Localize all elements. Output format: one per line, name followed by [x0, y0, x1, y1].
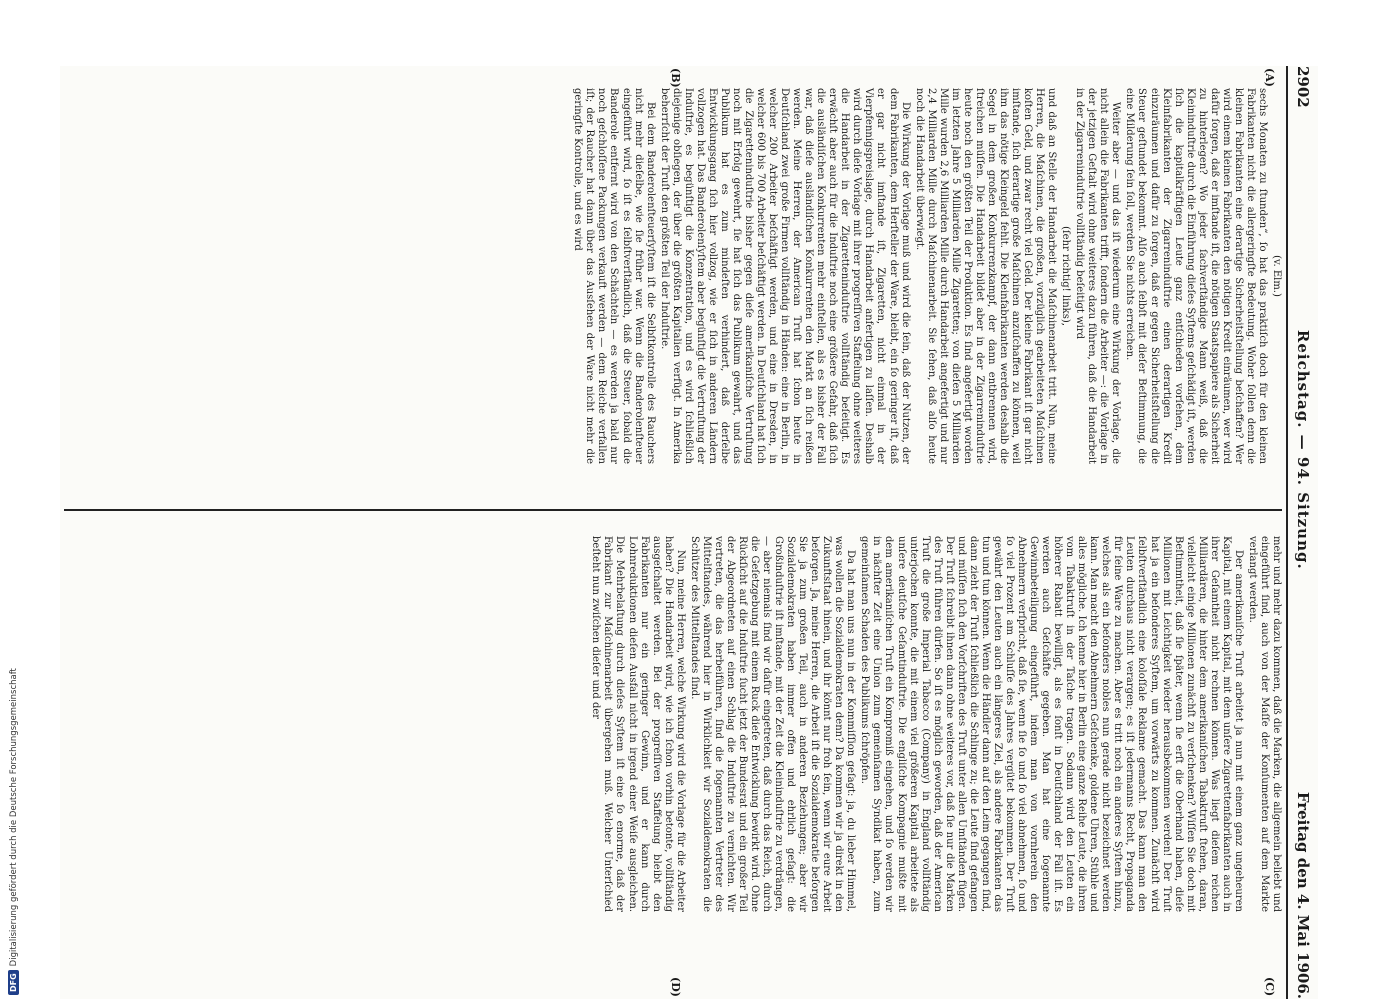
- right-column: [64, 514, 1282, 934]
- paragraph: Da hat man uns nun in der Kommiſſion geſagt: ja, du lieber Himmel, was wollen die Sozialdemokraten denn? Da kommen wir ja direkt in den Zukunftsſtaat hinein, und ihr könnt nur froh ſein, wenn wir eure Arbeit beſorgen. Ja, meine Herren, die Arbeit iſt die Sozialdemokratie beſorgen Sie ja zum großen Teil, auch in anderen Beziehungen; aber wir Sozialdemokraten haben immer offen und ehrlich geſagt: die Großinduſtrie iſt imſtande, mit der Zeit die Kleininduſtrie zu verdrängen, — aber niemals ſind wir dafür eingetreten, daß durch das Reich, durch die Geſetzgebung mit einem Ruck dieſe Entwicklung bewirkt wird. Ohne Rückſicht auf die Induſtrie ſucht jetzt der Bundesrat und ein großer Teil der Abgeordneten auf einen Schlag die Induſtrie zu vernichten. Wir vertreten, die das herbeiführen, ſind die ſogenannten Vertreter des Mittelſtandes, während hier in Wirklichkeit wir Sozialdemokraten die Schützer des Mittelſtandes ſind.: [688, 536, 857, 912]
- page-header: [1286, 66, 1318, 999]
- page-content: [60, 66, 1318, 999]
- paragraph: Weiter aber — und das iſt wiederum eine Wirkung der Vorlage, die nicht allein die Fabrikanten trifft, ſondern die Arbeiter —: die Vorlage in der jetzigen Geſtalt wird ohne weiteres dazu führen, daß die Handarbeit in der Zigarreninduſtrie vollſtändig beſeitigt wird: [1074, 88, 1122, 464]
- session-date: Freitag den 4. Mai 1906.: [1294, 791, 1312, 999]
- paragraph: und daß an Stelle der Handarbeit die Maſchinenarbeit tritt. Nun, meine Herren, die Maſchinen, die großen, vorzüglich gearbeiteten Maſchinen koſten Geld, und zwar recht viel Geld. Der kleine Fabrikant iſt gar nicht imſtande, ſich derartige große Maſchinen anzuſchaffen zu können, weil ihm das nötige Kleingeld fehlt. Die Kleinfabrikanten werden deshalb die Segel in dem großen Konkurrenzkampf, der dann entbrennen wird, ſtreichen müſſen. Die Handarbeit bildet aber in der Zigarreninduſtrie heute noch den größten Teil der Produktion. Es ſind angefertigt worden im letzten Jahre 5 Milliarden Mille Zigaretten; von dieſen 5 Milliarden Mille wurden 2,6 Milliarden Mille durch Handarbeit angefertigt und nur 2,4 Milliarden Mille durch Maſchinenarbeit. Sie ſehen, daß alſo heute noch die Handarbeit überwiegt.: [913, 88, 1058, 464]
- digitization-credit: [8, 668, 19, 995]
- paragraph: Nun, meine Herren, welche Wirkung wird die Vorlage für die Arbeiter haben? Die Handarbeit wird, wie ich ſchon vorhin betonte, vollſtändig ausgeſchaltet werden. Bei der progreſſiven Staffelung bleibt den Fabrikanten nur ein geringer Gewinn, und er kann durch Lohnreduktionen dieſen Ausfall nicht in irgend einer Weiſe ausgleichen. Die Mehrbelaſtung durch dieſes Syſtem iſt eine ſo enorme, daß der Fabrikant zur Maſchinenarbeit übergehen muß. Welcher Unterſchied beſteht nun zwiſchen dieſer und der: [590, 536, 686, 912]
- margin-marker-b: (B): [669, 68, 682, 88]
- column-divider: [64, 509, 1282, 511]
- paragraph: Der amerikaniſche Truſt arbeitet ja nun mit einem ganz ungeheuren Kapital, mit einem Kapital, mit dem unſere Zigarettenfabrikanten auch in ihrer Geſamtheit nicht rechnen können. Was liegt dieſem reichen Milliardären, die hinter dem amerikaniſchen Tabaktruſt ſtehen, daran, vielleicht einige Millionen zunächſt zu verſchenken? Wiſſen Sie doch mit Beſtimmtheit, daß ſie ſpäter, wenn ſie erſt die Oberhand haben, dieſe Millionen mit Leichtigkeit wieder herausbekommen werden! Der Truſt hat ja ein beſonderes Syſtem, um vorwärts zu kommen. Zunächſt wird ſelbſtverſtändlich eine koloſſale Reklame gemacht. Das kann man den Leuten durchaus nicht verargen; es iſt jedermanns Recht, Propaganda für ſeine Ware zu machen. Aber es tritt noch ein anderes Syſtem hinzu, welches als ein beſonders nobles nun gerade nicht bezeichnet werden kann. Man macht den Abnehmern Geſchenke, goldene Uhren, Stühle und alles mögliche. Ich kenne hier in Berlin eine ganze Reihe Leute, die ihren vom Tabaktruſt in der Taſche tragen. Sodann wird den Leuten ein höherer Rabatt bewilligt, als es ſonſt in Deutſchland der Fall iſt. Es werden auch Geſchäfte gegeben. Man hat eine ſogenannte Gewinnbeteiligung eingeführt, indem man von vornherein den Abnehmern verſpricht, daß ſie, wenn ſie ſo und ſo viel abnehmen, ſo und ſo viel Prozent am Schluſſe des Jahres vergütet bekommen. Der Truſt gewährt den Leuten auch ein längeres Ziel, als andere Fabrikanten das tun und tun können. Wenn die Händler dann auf den Leim gegangen ſind, dann zieht der Truſt ſchließlich die Schlinge zu; die Leute ſind gefangen und müſſen ſich den Vorſchriften des Truſt unter allen Umſtänden fügen. Der Truſt ſchreibt ihnen dann ohne weiteres vor, daß ſie nur die Marken des Truſt führen dürfen. So iſt es möglich geworden, daß der American Truſt die große Imperial Tabacco (Company) in England vollſtändig unterjochen konnte, die mit einem viel größeren Kapital arbeitete als unſere deutſche Geſamtinduſtrie. Die engliſche Kompagnie mußte mit dem amerikaniſchen Truſt ein Kompromiß eingehen, und ſo werden wir in nächſter Zeit eine Union zum gemeinſamen Syndikat haben, zum gemeinſamen Schaden des Publikums ſchröpfen.: [859, 536, 1244, 912]
- margin-marker-c: (C): [1263, 977, 1276, 997]
- page-number: 2902: [1294, 66, 1312, 108]
- margin-marker-d: (D): [669, 977, 682, 997]
- credit-text: Digitalisierung gefördert durch die Deutsche Forschungsgemeinschaft: [8, 668, 19, 967]
- interjection: (ſehr richtig! links),: [1060, 226, 1072, 326]
- paragraph: mehr und mehr dazu kommen, daß die Marken, die allgemein beliebt und eingeführt ſind, auch von der Maſſe der Konſumenten auf dem Markte verlangt werden.: [1246, 536, 1282, 912]
- paragraph: Die Wirkung der Vorlage muß und wird die ſein, daß der Nutzen, der dem Fabrikanten, dem Herſteller der Ware, bleibt, ein ſo geringer iſt, daß er gar nicht imſtande iſt, Zigaretten, nicht einmal in der Vierpfennigspreislage, durch Handarbeit anfertigen zu laſſen. Deshalb wird durch dieſe Vorlage mit ihrer progreſſiven Staffelung ohne weiteres die Handarbeit in der Zigaretteninduſtrie vollſtändig beſeitigt. Es erwächſt aber auch für die Induſtrie noch eine größere Gefahr, daß ſich die ausländiſchen Konkurrenten mehr einſtellen, als es bisher der Fall war, daß dieſe ausländiſchen Konkurrenten den Markt an ſich reißen werden. Meine Herren, der American Truſt hat ſchon heute in Deutſchland zwei große Firmen vollſtändig in Händen: eine in Berlin, in welcher 200 Arbeiter beſchäftigt werden, und eine in Dresden, in welcher 600 bis 700 Arbeiter beſchäftigt werden. In Deutſchland hat ſich die Zigaretteninduſtrie bisher gegen dieſe amerikaniſche Vertruſtung noch mit Erfolg gewehrt, ſie hat ſich das Publikum gewahrt, und das Publikum hat es zum mindeſten verhindert, daß derſelbe Entwicklungsgang ſich hier vollzog, wie er ſich in anderen Ländern vollzogen hat. Das Banderolenſyſtem aber begünſtigt die Vertruſtung der Induſtrie, es begünſtigt die Konzentration, und es wird ſchließlich diejenige obſiegen, der über die größten Kapitalien verfügt. In Amerika beherrſcht der Truſt den größten Teil der Induſtrie.: [658, 88, 911, 464]
- session-title: Reichstag. — 94. Sitzung.: [1294, 329, 1312, 570]
- paragraph: sechs Monaten zu ſtunden“, ſo hat das praktiſch doch für den kleinen Fabrikanten nicht die allergeringſte Bedeutung. Woher ſollen denn die kleinen Fabrikanten eine derartige Sicherheitsſtellung beſchaffen? Wer wird einem kleinen Fabrikanten den nötigen Kredit einräumen, wer wird dafür ſorgen, daß er imſtande iſt, die nötigen Staatspapiere als Sicherheit zu hinterlegen? Wo jeder ſachverſtändige Mann weiß, daß die Kleininduſtrie durch die Einführung dieſes Syſtems geſchädigt iſt, werden ſich die kapitalkräftigen Leute ganz entſchieden vorſehen, dem Kleinfabrikanten der Zigarreninduſtrie einen derartigen Kredit einzuräumen und dafür zu ſorgen, daß er gegen Sicherheitsſtellung die Steuer geſtundet bekommt. Alſo auch ſelbſt mit dieſer Beſtimmung, die eine Milderung ſein ſoll, werden Sie nichts erreichen.: [1124, 88, 1268, 464]
- dfg-logo-icon: DFG: [8, 970, 19, 995]
- scanned-page: [60, 66, 1318, 999]
- margin-marker-a: (A): [1263, 68, 1276, 87]
- speaker-label: (v. Elm.): [1271, 255, 1282, 297]
- text-columns: [64, 66, 1282, 999]
- left-column: [64, 66, 1282, 486]
- paragraph: Bei dem Banderolenſteuerſyſtem iſt die Selbſtkontrolle des Rauchers nicht mehr dieſelbe, wie ſie früher war. Wenn die Banderolenſteuer eingeführt wird, ſo iſt es ſelbſtverſtändlich, daß die Steuer, ſobald die Banderole entfernt wird von den Schächteln — es werden ja bald nur noch geſchloſſene Packungen verkauft werden — dem Reiche verfallen iſt; der Raucher hat dann über das Ausſehen der Ware nicht mehr die geringſte Kontrolle, und es wird: [572, 88, 656, 464]
